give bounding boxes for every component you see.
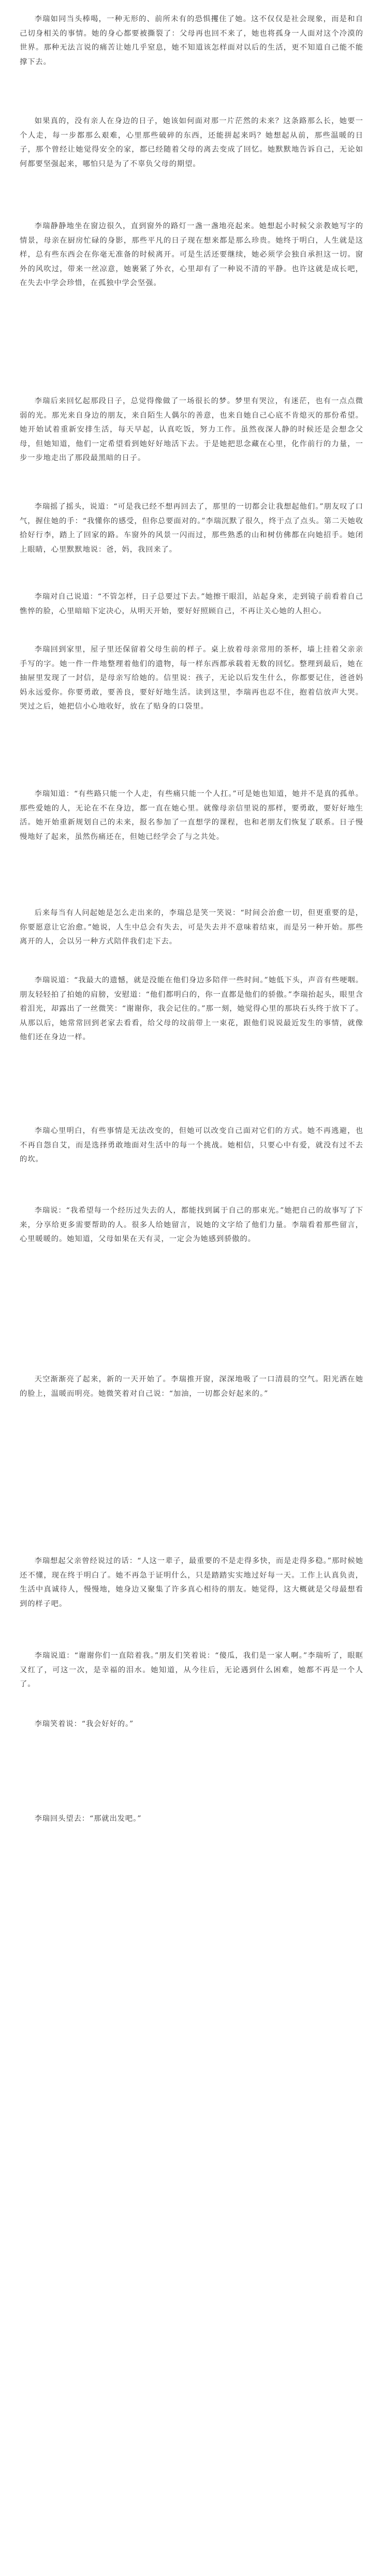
paragraph-14: 李瑞想起父亲曾经说过的话：“人这一辈子，最重要的不是走得多快，而是走得多稳。”那时候她还不懂，现在终于明白了。她不再急于证明什么，只是踏踏实实地过好每一天。工作上认真负责，生活中真诚待人，慢慢地，她身边又聚集了许多真心相待的朋友。她觉得，这大概就是父母最想看到的样子吧。 [20,1557,363,1608]
paragraph-4: 李瑞后来回忆起那段日子，总觉得像做了一场很长的梦。梦里有哭泣，有迷茫，也有一点点微弱的光。那光来自身边的朋友，来自陌生人偶尔的善意，也来自她自己心底不肯熄灭的那份希望。她开始试着重新安排生活，每天早起，认真吃饭，努力工作。虽然夜深人静的时候还是会想念父母，但她知道，他们一定希望看到她好好地活下去。于是她把思念藏在心里，化作前行的力量，一步一步地走出了那段最黑暗的日子。 [20,397,363,463]
paragraph-5: 李瑞摇了摇头，说道：“可是我已经不想再回去了，那里的一切都会让我想起他们。”朋友叹了口气，握住她的手：“我懂你的感受，但你总要面对的。”李瑞沉默了很久，终于点了点头。第二天她收拾好行李，踏上了回家的路。车窗外的风景一闪而过，那些熟悉的山和树仿佛都在向她招手。她闭上眼睛，心里默默地说：爸，妈，我回来了。 [20,503,363,554]
paragraph-17: 李瑞回头望去：“那就出发吧。” [34,1815,142,1823]
paragraph-2: 如果真的，没有亲人在身边的日子，她该如何面对那一片茫然的未来？这条路那么长，她要一个人走，每一步都那么艰难，心里那些破碎的东西，还能拼起来吗？她想起从前，那些温暖的日子，那个曾经让她觉得安全的家，都已经随着父母的离去变成了回忆。她默默地告诉自己，无论如何都要坚强起来，哪怕只是为了不辜负父母的期望。 [20,117,363,168]
paragraph-15: 李瑞说道：“谢谢你们一直陪着我。”朋友们笑着说：“傻瓜，我们是一家人啊。”李瑞听了，眼眶又红了，可这一次，是幸福的泪水。她知道，从今往后，无论遇到什么困难，她都不再是一个人了。 [20,1652,363,1689]
paragraph-7: 李瑞回到家里，屋子里还保留着父母生前的样子。桌上放着母亲常用的茶杯，墙上挂着父亲亲手写的字。她一件一件地整理着他们的遗物，每一样东西都承载着无数的回忆。整理到最后，她在抽屉里发现了一封信，是母亲写给她的。信里说：孩子，无论以后发生什么，你都要记住，爸爸妈妈永远爱你。你要勇敢，要善良，要好好地生活。读到这里，李瑞再也忍不住，抱着信放声大哭。哭过之后，她把信小心地收好，放在了贴身的口袋里。 [20,645,363,711]
paragraph-1: 李瑞如同当头棒喝，一种无形的、前所未有的恐惧攫住了她。这不仅仅是社会现象，而是和自己切身相关的事情。她的身心都要被撕裂了：父母再也回不来了，她也将孤身一人面对这个冷漠的世界。那种无法言说的痛苦让她几乎窒息，她不知道该怎样面对以后的生活，更不知道自己能不能撑下去。 [20,15,363,66]
paragraph-10: 李瑞说道：“我最大的遗憾，就是没能在他们身边多陪伴一些时间。”她低下头，声音有些哽咽。朋友轻轻拍了拍她的肩膀，安慰道：“他们都明白的，你一直都是他们的骄傲。”李瑞抬起头，眼里含着泪光，却露出了一丝微笑：“谢谢你，我会记住的。”那一刻，她觉得心里的那块石头终于放下了。从那以后，她常常回到老家去看看，给父母的坟前带上一束花，跟他们说说最近发生的事情，就像他们还在身边一样。 [20,976,363,1042]
paragraph-9: 后来每当有人问起她是怎么走出来的，李瑞总是笑一笑说：“时间会治愈一切，但更重要的是，你要愿意让它治愈。”她说，人生中总会有失去，可是失去并不意味着结束，而是另一种开始。那些离开的人，会以另一种方式陪伴我们走下去。 [20,909,363,946]
paragraph-3: 李瑞静静地坐在窗边很久，直到窗外的路灯一盏一盏地亮起来。她想起小时候父亲教她写字的情景，母亲在厨房忙碌的身影，那些平凡的日子现在想来都是那么珍贵。她终于明白，人生就是这样，总有些东西会在你毫无准备的时候离开。可是生活还要继续，她必须学会独自承担这一切。窗外的风吹过，带来一丝凉意，她裹紧了外衣，心里却有了一种说不清的平静。也许这就是成长吧，在失去中学会珍惜，在孤独中学会坚强。 [20,222,363,288]
paragraph-16: 李瑞笑着说：“我会好好的。” [34,1720,134,1728]
paragraph-12: 李瑞说：“我希望每一个经历过失去的人，都能找到属于自己的那束光。”她把自己的故事写了下来，分享给更多需要帮助的人。很多人给她留言，说她的文字给了他们力量。李瑞看着那些留言，心里暖暖的。她知道，父母如果在天有灵，一定会为她感到骄傲的。 [20,1206,363,1244]
paragraph-11: 李瑞心里明白，有些事情是无法改变的，但她可以改变自己面对它们的方式。她不再逃避，也不再自怨自艾，而是选择勇敢地面对生活中的每一个挑战。她相信，只要心中有爱，就没有过不去的坎。 [20,1127,363,1164]
paragraph-13: 天空渐渐亮了起来，新的一天开始了。李瑞推开窗，深深地吸了一口清晨的空气。阳光洒在她的脸上，温暖而明亮。她微笑着对自己说：“加油，一切都会好起来的。” [20,1375,363,1398]
paragraph-6: 李瑞对自己说道：“不管怎样，日子总要过下去。”她擦干眼泪，站起身来，走到镜子前看着自己憔悴的脸，心里暗暗下定决心，从明天开始，要好好照顾自己，不再让关心她的人担心。 [20,593,363,615]
paragraph-8: 李瑞知道：“有些路只能一个人走，有些痛只能一个人扛。”可是她也知道，她并不是真的孤单。那些爱她的人，无论在不在身边，都一直在她心里。就像母亲信里说的那样，要勇敢，要好好地生活。她开始重新规划自己的未来，报名参加了一直想学的课程，也和老朋友们恢复了联系。日子慢慢地好了起来，虽然伤痛还在，但她已经学会了与之共处。 [20,790,363,841]
